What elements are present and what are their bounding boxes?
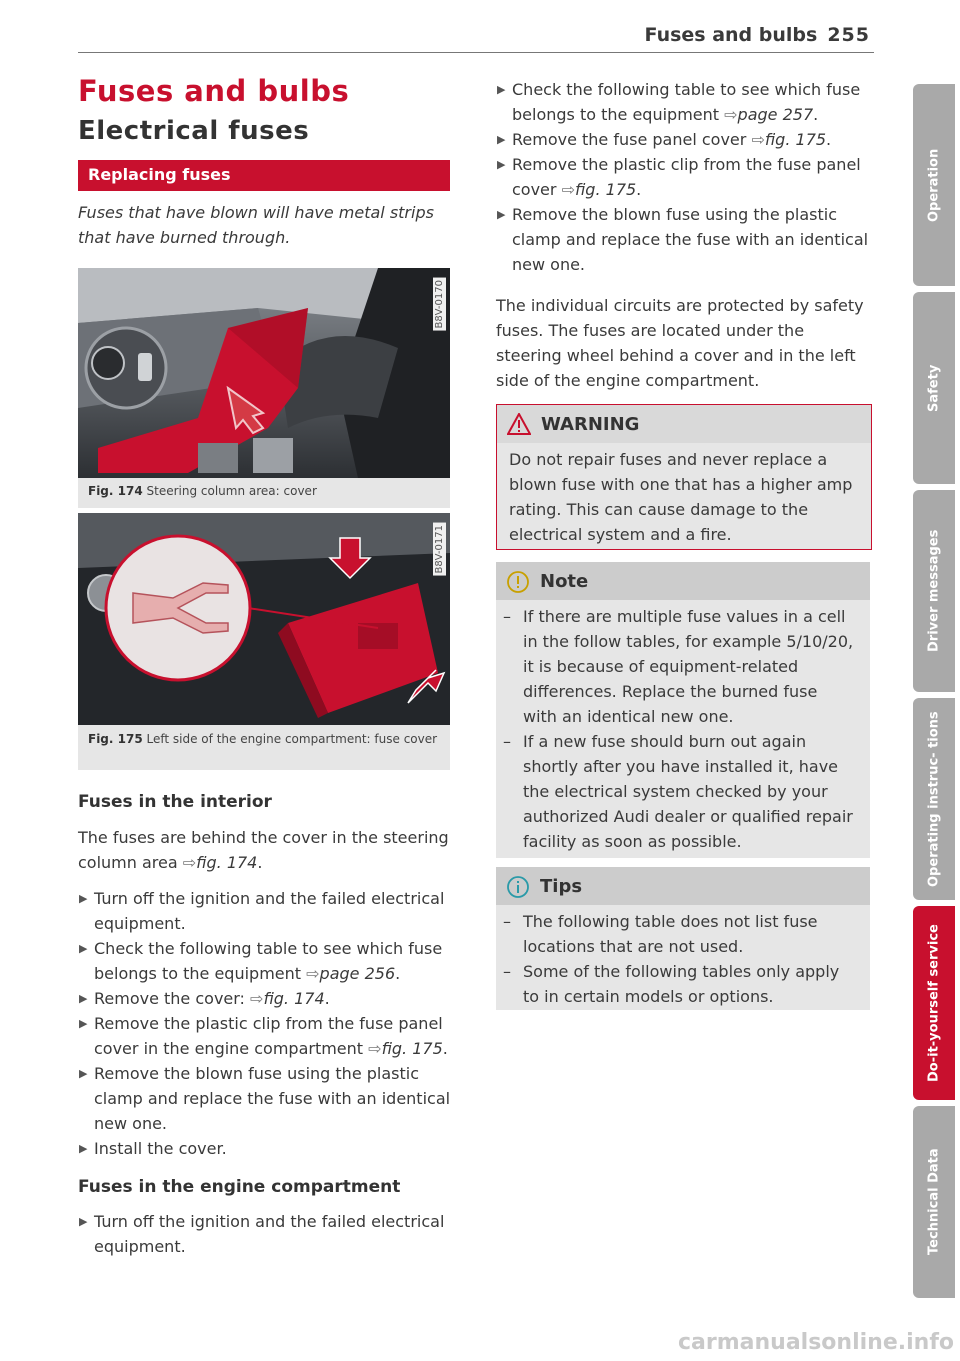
page-reference-link[interactable]: page 256 [319,964,396,983]
list-item: – If there are multiple fuse values in a cell in the follow tables, for example 5/10/20, it is because of equipment-related differences. Replace the burned fuse with an identical new one. [496,604,856,729]
warning-title: WARNING [541,414,640,435]
figure-reference-link[interactable]: fig. 174 [263,989,325,1008]
bullet-triangle-icon: ▶ [79,992,88,1005]
page-title: Fuses and bulbs [78,74,350,108]
figure-label: Fig. 174 [88,484,143,498]
bullet-triangle-icon: ▶ [497,208,506,221]
note-body [496,604,870,854]
step-text: Turn off the ignition and the failed electrical equipment. [94,1212,445,1256]
side-tab-driver-messages[interactable] [913,490,955,692]
list-item [78,1209,458,1259]
steering-column-photo [78,268,450,478]
list-item: ▶ Remove the fuse panel cover ⇨fig. 175. [496,127,874,152]
interior-heading: Fuses in the interior [78,792,272,812]
side-tab-safety[interactable] [913,292,955,484]
list-item: – Some of the following tables only apply to in certain models or options. [496,959,856,1009]
side-tab-label: Operating instruc- tions [926,711,942,887]
figure-code: B8V-0171 [434,525,445,574]
bullet-triangle-icon: ▶ [497,133,506,146]
interior-steps [78,886,458,1161]
list-item: – The following table does not list fuse locations that are not used. [496,909,856,959]
engine-steps-continued [496,77,874,277]
figure-caption-text: Left side of the engine compartment: fuse cover [146,732,438,746]
side-tab-do-it-yourself-service[interactable] [913,906,955,1100]
figure-caption-text: Steering column area: cover [146,484,317,498]
step-text: Install the cover. [94,1139,227,1158]
subsection-title: Replacing fuses [88,165,231,184]
engine-steps [78,1209,458,1259]
reference-arrow-icon: ⇨ [306,964,320,983]
note-header [496,562,870,600]
interior-paragraph: The fuses are behind the cover in the steering column area ⇨fig. 174. [78,828,449,872]
bullet-triangle-icon: ▶ [79,892,88,905]
figure-reference-link[interactable]: fig. 175 [764,130,827,149]
side-tab-label: Safety [926,364,942,412]
side-tab-technical-data[interactable] [913,1106,955,1298]
side-tab-label: Do-it-yourself service [926,924,942,1082]
step-text: Turn off the ignition and the failed electrical equipment. [94,889,445,933]
list-item [496,202,874,277]
figure-reference-link[interactable]: fig. 174 [196,853,258,872]
tips-list [496,909,856,1009]
list-item: ▶ Remove the plastic clip from the fuse panel cover in the engine compartment ⇨fig. 175. [78,1011,458,1061]
watermark: carmanualsonline.info [678,1330,954,1355]
figure-reference-link[interactable]: fig. 175 [381,1039,443,1058]
warning-header [497,405,871,443]
bullet-triangle-icon: ▶ [79,1067,88,1080]
list-item [78,1136,458,1161]
warning-box [496,404,872,550]
side-tab-label: Driver messages [926,529,942,653]
figure-caption [88,482,438,501]
figure-caption [88,730,438,749]
tips-body [496,909,870,1009]
circuits-paragraph: The individual circuits are protected by safety fuses. The fuses are located under the steering wheel behind a cover and in the left side of the engine compartment. [496,296,864,390]
bullet-triangle-icon: ▶ [497,83,506,96]
bullet-triangle-icon: ▶ [497,158,506,171]
step-text: Remove the blown fuse using the plastic clamp and replace the fuse with an identical new one. [94,1064,451,1133]
tips-header [496,867,870,905]
warning-text: Do not repair fuses and never replace a blown fuse with one that has a higher amp rating. This can cause damage to the electrical system and a fire. [509,450,853,544]
step-text: Remove the blown fuse using the plastic clamp and replace the fuse with an identical new one. [512,205,869,274]
section-title: Electrical fuses [78,116,310,146]
list-item: ▶ Check the following table to see which fuse belongs to the equipment ⇨page 256. [78,936,458,986]
interior-paragraph-text: The fuses are behind the cover in the steering column area [78,828,449,872]
reference-arrow-icon: ⇨ [182,853,197,872]
step-text: Remove the plastic clip from the fuse panel cover [512,155,861,199]
list-item: ▶ Check the following table to see which fuse belongs to the equipment ⇨page 257. [496,77,874,127]
info-circle-icon [506,875,530,899]
bullet-triangle-icon: ▶ [79,1142,88,1155]
list-item: ▶ Remove the plastic clip from the fuse panel cover ⇨fig. 175. [496,152,874,202]
list-item [78,886,458,936]
list-item [78,1061,458,1136]
warning-triangle-icon [507,413,531,435]
figure-174 [78,268,450,508]
engine-heading: Fuses in the engine compartment [78,1177,401,1197]
step-text: Check the following table to see which fuse belongs to the equipment [512,80,861,124]
reference-arrow-icon: ⇨ [751,130,765,149]
step-text: Remove the fuse panel cover [512,130,752,149]
figure-175 [78,513,450,770]
reference-arrow-icon: ⇨ [368,1039,382,1058]
page-number: 255 [827,24,870,46]
list-item: ▶ Remove the cover: ⇨fig. 174. [78,986,458,1011]
engine-compartment-photo [78,513,450,725]
running-header [560,24,870,46]
side-tab-operating-instructions[interactable] [913,698,955,900]
bullet-triangle-icon: ▶ [79,1017,88,1030]
tips-box [496,867,870,1010]
exclamation-circle-icon [506,570,530,594]
note-list [496,604,856,854]
side-tab-label: Operation [926,148,942,222]
page-reference-link[interactable]: page 257 [737,105,814,124]
intro-text: Fuses that have blown will have metal strips that have burned through. [78,203,434,247]
tips-title: Tips [540,876,583,897]
side-tab-operation[interactable] [913,84,955,286]
step-text: Check the following table to see which fuse belongs to the equipment [94,939,443,983]
header-section-title: Fuses and bulbs [644,24,818,46]
side-tab-label: Technical Data [926,1148,942,1256]
subsection-bar [78,160,450,191]
header-rule [78,52,874,53]
bullet-triangle-icon: ▶ [79,942,88,955]
note-title: Note [540,571,589,592]
reference-arrow-icon: ⇨ [250,989,264,1008]
reference-arrow-icon: ⇨ [724,105,738,124]
reference-arrow-icon: ⇨ [561,180,575,199]
figure-code: B8V-0170 [434,280,445,329]
list-item: – If a new fuse should burn out again shortly after you have installed it, have the electrical system checked by your authorized Audi dealer or qualified repair facility as soon as possible. [496,729,856,854]
figure-label: Fig. 175 [88,732,143,746]
step-text: Remove the plastic clip from the fuse panel cover in the engine compartment [94,1014,443,1058]
bullet-triangle-icon: ▶ [79,1215,88,1228]
note-box [496,562,870,858]
step-text: Remove the cover: [94,989,251,1008]
figure-reference-link[interactable]: fig. 175 [574,180,637,199]
